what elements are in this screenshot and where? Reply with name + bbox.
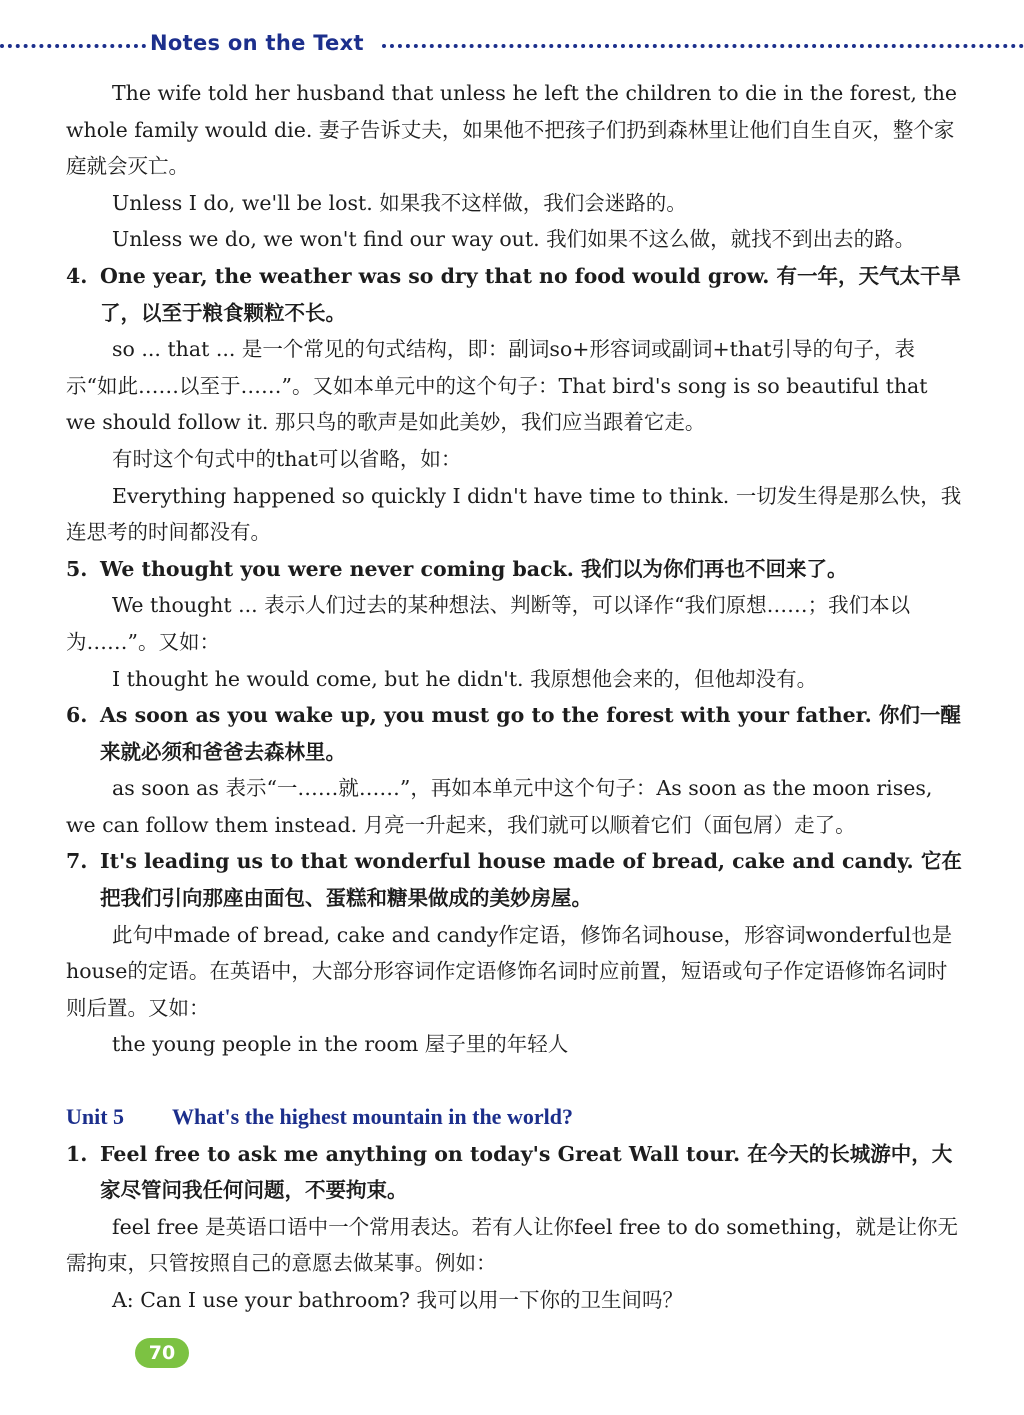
- note-sentence: As soon as you wake up, you must go to the forest with your father. 你们一醒来就必须和爸爸去森林里。: [100, 703, 961, 764]
- paragraph: 此句中made of bread, cake and candy作定语，修饰名词house，形容词wonderful也是house的定语。在英语中，大部分形容词作定语修饰名词时应前置，短语或句子作定语修饰名词时则后置。又如：: [66, 922, 953, 1020]
- unit-title: What's the highest mountain in the world?: [172, 1104, 573, 1130]
- example-dialogue: A: Can I use your bathroom? 我可以用一下你的卫生间吗？: [112, 1288, 683, 1312]
- example-sentence: the young people in the room 屋子里的年轻人: [112, 1032, 569, 1057]
- note-sentence: It's leading us to that wonderful house made of bread, cake and candy. 它在把我们引向那座由面包、蛋糕和糖果做成的美妙房屋。: [100, 849, 962, 911]
- note-item-7: [66, 843, 962, 916]
- paragraph: We thought ... 表示人们过去的某种想法、判断等，可以译作“我们原想……；我们本以为……”。又如：: [66, 593, 911, 654]
- header-dotted-rule-left: [0, 44, 146, 48]
- unit-heading: [66, 1099, 962, 1136]
- example-sentence: Unless I do, we'll be lost. 如果我不这样做，我们会迷路的。: [112, 190, 687, 215]
- page-number-badge: 70: [135, 1338, 189, 1368]
- header-dotted-rule-right: [382, 44, 1024, 48]
- note-item-5: [66, 551, 962, 588]
- header-title: Notes on the Text: [150, 31, 364, 55]
- note-sentence: One year, the weather was so dry that no food would grow. 有一年，天气太干旱了，以至于粮食颗粒不长。: [100, 263, 962, 325]
- paragraph: 有时这个句式中的that可以省略，如：: [112, 446, 462, 471]
- note-number: 5.: [66, 556, 88, 581]
- note-number: 1.: [66, 1141, 88, 1166]
- note-number: 7.: [66, 849, 88, 874]
- example-sentence: Everything happened so quickly I didn't have time to think. 一切发生得是那么快，我连思考的时间都没有。: [66, 483, 962, 545]
- note-item-1: [66, 1136, 962, 1209]
- note-number: 4.: [66, 263, 88, 288]
- running-header: [0, 30, 1024, 60]
- note-number: 6.: [66, 703, 88, 728]
- example-sentence: I thought he would come, but he didn't. 我原想他会来的，但他却没有。: [112, 666, 818, 691]
- note-sentence: Feel free to ask me anything on today's Great Wall tour. 在今天的长城游中，大家尽管问我任何问题，不要拘束。: [100, 1141, 953, 1203]
- paragraph: The wife told her husband that unless he left the children to die in the forest, the whole family would die. 妻子告诉丈夫，如果他不把孩子们扔到森林里让他们自生自灭，整个家庭就会灭亡。: [66, 81, 958, 179]
- paragraph: so ... that ... 是一个常见的句式结构，即：副词so+形容词或副词+that引导的句子，表示“如此……以至于……”。又如本单元中的这个句子：That bird's song is so beautiful that we should follow it. 那只鸟的歌声是如此美妙，我们应当跟着它走。: [66, 337, 928, 435]
- unit-label: Unit 5: [66, 1104, 125, 1130]
- example-sentence: Unless we do, we won't find our way out. 我们如果不这么做，就找不到出去的路。: [112, 227, 916, 252]
- paragraph: as soon as 表示“一……就……”，再如本单元中这个句子：As soon as the moon rises, we can follow them instead. 月亮一升起来，我们就可以顺着它们（面包屑）走了。: [66, 776, 933, 837]
- note-item-4: [66, 258, 962, 331]
- note-sentence: We thought you were never coming back. 我们以为你们再也不回来了。: [100, 556, 848, 581]
- paragraph: feel free 是英语口语中一个常用表达。若有人让你feel free to do something，就是让你无需拘束，只管按照自己的意愿去做某事。例如：: [66, 1214, 959, 1276]
- note-item-6: [66, 697, 962, 770]
- notes-body: [66, 75, 962, 1319]
